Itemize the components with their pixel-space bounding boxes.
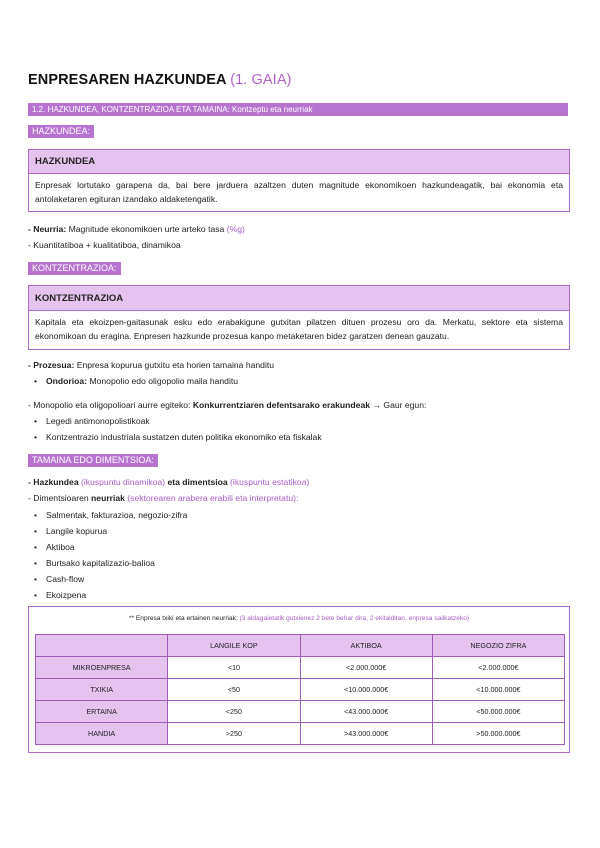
table-cell: <10.000.000€ [300, 679, 432, 701]
size-criteria-box [28, 606, 570, 753]
list-item: • Legedi antimonopolistikoak [34, 416, 150, 426]
box-title: KONTZENTRAZIOA [29, 286, 569, 311]
table-header-cell [36, 635, 168, 657]
list-item: • Langile kopurua [34, 526, 108, 536]
row-label: MIKROENPRESA [36, 657, 168, 679]
kontzentrazioa-definition-box [28, 285, 570, 350]
list-item: • Aktiboa [34, 542, 75, 552]
neurria-line: - Neurria: Magnitude ekonomikoen urte arteko tasa (%g) [28, 224, 245, 234]
table-cell: >250 [168, 723, 300, 745]
bullet-icon: • [34, 526, 38, 536]
table-cell: <10 [168, 657, 300, 679]
box-title: HAZKUNDEA [29, 150, 569, 174]
bullet-icon: • [34, 376, 38, 386]
bullet-icon: • [34, 432, 38, 442]
bullet-icon: • [34, 542, 38, 552]
section-bar: 1.2. HAZKUNDEA, KONTZENTRAZIOA ETA TAMAINA: Kontzeptu eta neurriak [28, 103, 568, 116]
box-text: Enpresak lortutako garapena da, bai bere jarduera azaltzen duten magnitude ekonomikoen hazkundeagatik, bai ekonomia eta antolaketaren egituran izandako aldaketengatik. [35, 180, 563, 204]
table-row [36, 701, 565, 723]
list-item: • Burtsako kapitalizazio-balioa [34, 558, 155, 568]
bullet-icon: • [34, 574, 38, 584]
kontzentrazioa-tag: KONTZENTRAZIOA: [28, 262, 121, 275]
list-item: • Ondorioa: Monopolio edo oligopolio maila handitu [34, 376, 239, 386]
table-cell: <2.000.000€ [432, 657, 564, 679]
tamaina-tag: TAMAINA EDO DIMENTSIOA: [28, 454, 158, 467]
neurriak-line: - Dimentsioaren neurriak (sektorearen arabera erabili eta interpretatu): [28, 493, 299, 503]
kuantitatiboa-line: - Kuantitatiboa + kualitatiboa, dinamikoa [28, 240, 181, 250]
row-label: ERTAINA [36, 701, 168, 723]
table-cell: >50.000.000€ [432, 723, 564, 745]
table-cell: <50 [168, 679, 300, 701]
bullet-icon: • [34, 510, 38, 520]
table-row [36, 723, 565, 745]
prozesua-line: - Prozesua: Enpresa kopurua gutxitu eta horien tamaina handitu [28, 360, 275, 370]
hazkundea-tag: HAZKUNDEA: [28, 125, 94, 138]
chapter-label: (1. GAIA) [230, 72, 292, 88]
table-header-cell: NEGOZIO ZIFRA [432, 635, 564, 657]
hazkundea-dimentsioa-line: - Hazkundea (ikuspuntu dinamikoa) eta dimentsioa (ikuspuntu estatikoa) [28, 477, 310, 487]
list-item: • Ekoizpena [34, 590, 87, 600]
table-cell: <250 [168, 701, 300, 723]
table-header-cell: AKTIBOA [300, 635, 432, 657]
list-item: • Cash-flow [34, 574, 85, 584]
table-row [36, 657, 565, 679]
row-label: HANDIA [36, 723, 168, 745]
size-criteria-table [35, 634, 565, 745]
box-text: Kapitala eta ekoizpen-gaitasunak esku edo erabakigune gutxitan pilatzen dituen prozesu oro da. Merkatu, sektore eta sistema ekonomikoan du eragina. Enpresen hazkunde prozesua kanpo metaketaren bidez garatzen denean gauzatu. [35, 317, 563, 341]
table-cell: <10.000.000€ [432, 679, 564, 701]
monopolio-line: - Monopolio eta oligopolioari aurre egiteko: Konkurrentziaren defentsarako erakundeak → Gaur egun: [28, 400, 427, 410]
table-cell: <2.000.000€ [300, 657, 432, 679]
list-item: • Kontzentrazio industriala sustatzen duten politika ekonomiko eta fiskalak [34, 432, 322, 442]
bullet-icon: • [34, 590, 38, 600]
row-label: TXIKIA [36, 679, 168, 701]
hazkundea-definition-box [28, 149, 570, 212]
bullet-icon: • [34, 416, 38, 426]
list-item: • Salmentak, fakturazioa, negozio-zifra [34, 510, 188, 520]
table-header-row [36, 635, 565, 657]
table-cell: <43.000.000€ [300, 701, 432, 723]
bullet-icon: • [34, 558, 38, 568]
table-header-cell: LANGILE KOP [168, 635, 300, 657]
table-cell: <50.000.000€ [432, 701, 564, 723]
table-cell: >43.000.000€ [300, 723, 432, 745]
table-row [36, 679, 565, 701]
page-title: ENPRESAREN HAZKUNDEA (1. GAIA) [28, 72, 292, 88]
table-note: ** Enpresa txiki eta ertainen neurriak: (3 aldagaietatik gutxienez 2 bete behar dira, 2 ekitalditan, enpresa sailkatzeko) [128, 615, 470, 622]
